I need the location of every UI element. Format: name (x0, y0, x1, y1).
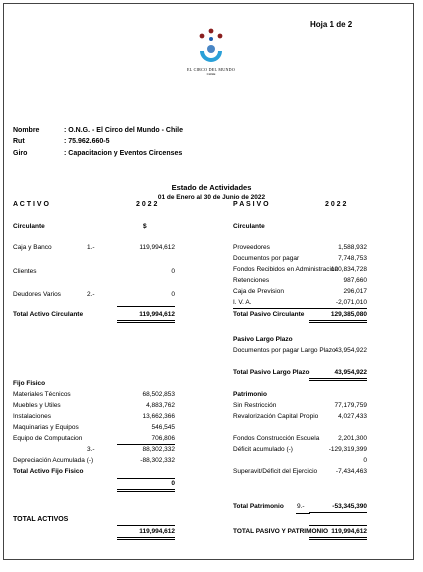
patrimonio-item-value: 0 (363, 457, 367, 464)
pasivo-item-label: Fondos Recibidos en Administracion (233, 266, 339, 273)
total-double-line (117, 320, 175, 323)
patrimonio-total-note: 9.- (297, 503, 305, 510)
currency-symbol: $ (143, 223, 147, 230)
activo-fijo-total-label: Total Activo Fijo Fisico (13, 468, 84, 475)
pasivo-item-value: -2,071,010 (335, 299, 367, 306)
org-rut-value: : 75.962.660-5 (64, 138, 110, 145)
activo-circulante-total-label: Total Activo Circulante (13, 311, 84, 318)
pasivo-item-label: Caja de Prevision (233, 288, 284, 295)
pasivo-item-label: I. V. A. (233, 299, 252, 306)
patrimonio-item-value: -129,319,399 (328, 446, 367, 453)
subtotal-line (309, 512, 367, 513)
activo-fijo-item-value: 68,502,853 (142, 391, 175, 398)
pasivo-item-value: 7,748,753 (338, 255, 367, 262)
org-giro-value: : Capacitacion y Eventos Circenses (64, 150, 183, 157)
total-double-line (117, 537, 175, 540)
organization-logo (178, 27, 244, 77)
report-period: 01 de Enero al 30 de Junio de 2022 (157, 194, 266, 201)
org-rut-label: Rut (13, 138, 25, 145)
patrimonio-item-label: Fondos Construcción Escuela (233, 435, 320, 442)
patrimonio-title: Patrimonio (233, 391, 267, 398)
patrimonio-item-label: Revalorización Capital Propio (233, 413, 319, 420)
pasivo-item-value: 120,834,728 (330, 266, 367, 273)
activo-fijo-item-label: Maquinarias y Equipos (13, 424, 79, 431)
activo-fijo-total-value: 0 (171, 480, 175, 487)
pasivo-item-label: Documentos por pagar (233, 255, 300, 262)
pasivo-heading: P A S I V O (233, 201, 269, 208)
total-double-line (309, 378, 367, 381)
subtotal-line (309, 525, 367, 526)
activo-fijo-item-value: 546,545 (151, 424, 175, 431)
activo-item-label: Caja y Banco (13, 244, 52, 251)
activo-fijo-item-value: 706,806 (151, 435, 175, 442)
pasivo-item-label: Documentos por pagar Largo Plazo (233, 347, 336, 354)
activo-heading: A C T I V O (13, 201, 49, 208)
patrimonio-total-label: Total Patrimonio (233, 503, 284, 510)
activo-item-label: Deudores Varios (13, 291, 61, 298)
depreciacion-value: -88,302,332 (140, 457, 175, 464)
total-pasivo-patrimonio-label: TOTAL PASIVO Y PATRIMONIO (233, 528, 329, 535)
activo-circulante-title: Circulante (13, 223, 45, 230)
activo-item-note: 1.- (87, 244, 95, 251)
note-underline (296, 513, 310, 514)
activo-fijo-subtotal-value: 88,302,332 (142, 446, 175, 453)
subtotal-line (117, 444, 175, 445)
patrimonio-item-value: 77,179,759 (334, 402, 367, 409)
activo-fijo-item-label: Muebles y Utiles (13, 402, 61, 409)
activo-fijo-item-value: 4,883,762 (146, 402, 175, 409)
total-pasivo-patrimonio-value: 119,994,612 (331, 528, 367, 535)
subtotal-line (117, 478, 175, 479)
pasivo-circulante-total-label: Total Pasivo Circulante (233, 311, 305, 318)
activo-fijo-item-label: Equipo de Computacion (13, 435, 83, 442)
patrimonio-item-value: -7,434,463 (335, 468, 367, 475)
pasivo-largo-total-label: Total Pasivo Largo Plazo (233, 369, 310, 376)
logo-text: EL CIRCO DEL MUNDO (186, 67, 236, 72)
pasivo-item-value: 1,588,932 (338, 244, 367, 251)
pasivo-item-label: Retenciones (233, 277, 270, 284)
pasivo-largo-title: Pasivo Largo Plazo (233, 336, 293, 343)
pasivo-item-value: 987,660 (343, 277, 367, 284)
patrimonio-total-value: -53,345,390 (332, 503, 367, 510)
activo-fijo-item-label: Instalaciones (13, 413, 51, 420)
total-double-line (309, 537, 367, 540)
pasivo-year: 2 0 2 2 (325, 201, 347, 208)
activo-year: 2 0 2 2 (136, 201, 158, 208)
subtotal-line (233, 308, 367, 309)
pasivo-item-label: Proveedores (233, 244, 270, 251)
activo-item-note: 2.- (87, 291, 95, 298)
subtotal-line (117, 306, 175, 307)
pasivo-item-value: 43,954,922 (334, 347, 367, 354)
report-title: Estado de Actividades (171, 183, 252, 192)
total-activos-value: 119,994,612 (139, 528, 175, 535)
pasivo-item-value: 296,017 (343, 288, 367, 295)
patrimonio-item-label: Sin Restricción (233, 402, 277, 409)
activo-item-value: 0 (171, 268, 175, 275)
logo-subtext: CHILE (206, 72, 216, 76)
patrimonio-item-label: Déficit acumulado (-) (233, 446, 293, 453)
subtotal-line (117, 525, 175, 526)
activo-item-value: 0 (171, 291, 175, 298)
activo-circulante-total-value: 119,994,612 (139, 311, 175, 318)
pasivo-circulante-total-value: 129,385,080 (330, 311, 367, 318)
activo-item-label: Clientes (13, 268, 37, 275)
total-double-line (117, 489, 175, 492)
org-giro-label: Giro (13, 150, 28, 157)
total-activos-label: TOTAL ACTIVOS (13, 516, 69, 523)
activo-item-value: 119,994,612 (139, 244, 175, 251)
pasivo-circulante-title: Circulante (233, 223, 265, 230)
activo-fijo-title: Fijo Fisico (13, 380, 46, 387)
org-name-label: Nombre (13, 127, 40, 134)
patrimonio-item-label: Superavit/Déficit del Ejercicio (233, 468, 318, 475)
activo-fijo-item-label: Materiales Técnicos (13, 391, 71, 398)
total-double-line (309, 320, 367, 323)
org-name-value: : O.N.G. - El Circo del Mundo - Chile (64, 127, 183, 134)
page-number: Hoja 1 de 2 (310, 20, 353, 29)
activo-fijo-note: 3.- (87, 446, 95, 453)
pasivo-largo-total-value: 43,954,922 (334, 369, 367, 376)
patrimonio-item-value: 2,201,300 (338, 435, 367, 442)
activo-fijo-item-value: 13,662,366 (142, 413, 175, 420)
patrimonio-item-value: 4,027,433 (338, 413, 367, 420)
depreciacion-label: Depreciación Acumulada (-) (13, 457, 94, 464)
